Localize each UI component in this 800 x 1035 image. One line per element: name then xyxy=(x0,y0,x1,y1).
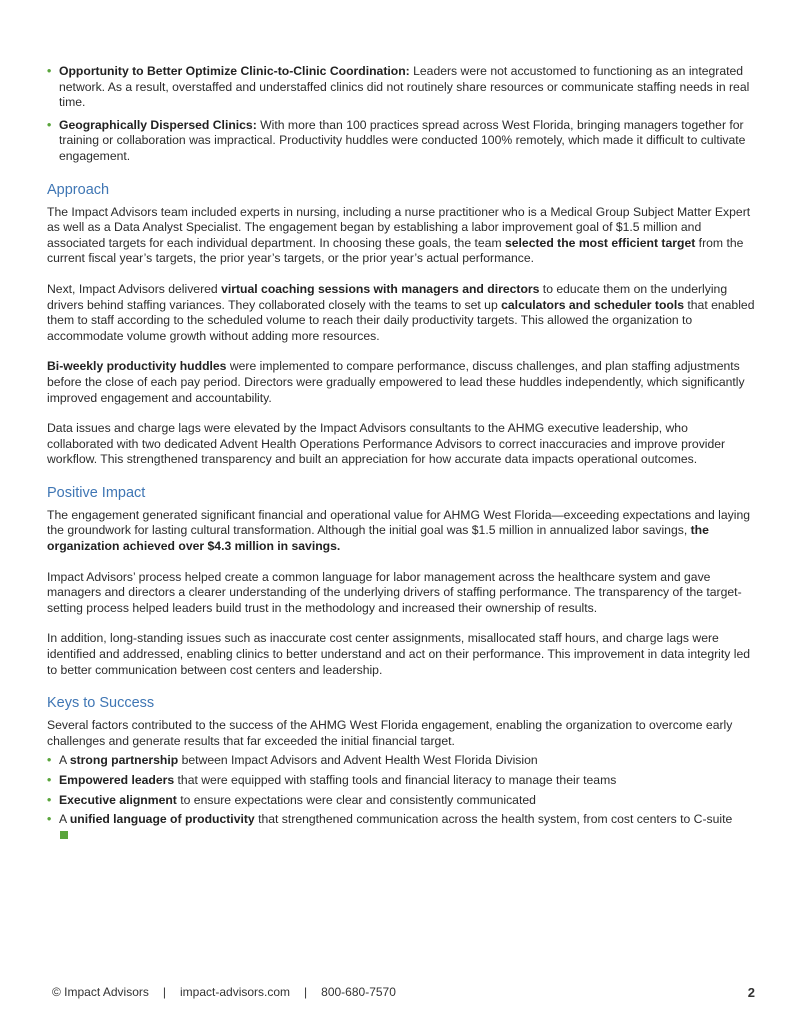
page-content xyxy=(47,64,755,843)
footer-separator: | xyxy=(162,985,166,999)
bold-span: unified language of productivity xyxy=(69,812,255,827)
text-span: that strengthened communication across the health system, from cost centers to C-suite xyxy=(254,812,733,827)
bullet-icon: • xyxy=(47,64,52,78)
list-item xyxy=(47,753,755,769)
text-span: that enabled them to staff according to the scheduled volume to reach their daily productivity targets. This allowed the organization to accommodate volume growth without adding more resources. xyxy=(47,297,755,343)
text-span: from the current fiscal year’s targets, the prior year’s targets, or the prior year’s actual performance. xyxy=(47,235,744,266)
impact-paragraph-1 xyxy=(47,508,755,555)
approach-paragraph-4: Data issues and charge lags were elevated by the Impact Advisors consultants to the AHMG executive leadership, who collaborated with two dedicated Advent Health Operations Performance Advisors to correct inaccuracies and improve provider workflow. This strengthened transparency and built an appreciation for how accurate data impacts operational outcomes. xyxy=(47,421,726,467)
impact-paragraph-2: Impact Advisors’ process helped create a common language for labor management across the healthcare system and gave managers and directors a clearer understanding of the underlying drivers of staffing performance. The transparency of the target-setting process helped leaders build trust in the methodology and increased their ownership of results. xyxy=(47,569,742,615)
bullet-icon: • xyxy=(47,753,52,768)
impact-heading: Positive Impact xyxy=(47,484,146,501)
keys-intro: Several factors contributed to the success of the AHMG West Florida engagement, enabling the organization to overcome early challenges and generate results that far exceeded the initial financial target. xyxy=(47,718,733,748)
bold-span: calculators and scheduler tools xyxy=(501,297,684,312)
end-mark-icon xyxy=(60,831,68,839)
bold-span: Bi-weekly productivity huddles xyxy=(47,359,227,374)
text-span: to ensure expectations were clear and consistently communicated xyxy=(176,792,536,807)
bullet-icon: • xyxy=(47,792,52,807)
text-span: to educate them on the underlying drivers behind staffing variances. They collaborated closely with the teams to set up xyxy=(47,281,728,312)
list-item xyxy=(47,773,755,789)
keys-heading: Keys to Success xyxy=(47,695,155,712)
page-number: 2 xyxy=(747,985,755,1000)
bullet-icon: • xyxy=(47,773,52,787)
text-span: A xyxy=(59,753,70,768)
footer-phone: 800-680-7570 xyxy=(321,985,396,999)
text-span: that were equipped with staffing tools and financial literacy to manage their teams xyxy=(174,773,617,787)
text-span: between Impact Advisors and Advent Health West Florida Division xyxy=(178,753,538,768)
list-item xyxy=(47,793,755,809)
approach-paragraph-3 xyxy=(47,359,755,406)
text-span: were implemented to compare performance, discuss challenges, and plan staffing adjustments before the close of each pay period. Directors were gradually empowered to lead these huddles independently, which significantly improved engagement and accountability. xyxy=(47,359,745,405)
challenge-text: Leaders were not accustomed to functioning as an integrated network. As a result, overstaffed and understaffed clinics did not routinely share resources or communicate staffing needs in real time. xyxy=(59,64,750,110)
text-span: The Impact Advisors team included experts in nursing, including a nurse practitioner who is a Medical Group Subject Matter Expert as well as a Data Analyst Specialist. The engagement began by establishing a labor improvement goal of $1.5 million and associated targets for each individual department. In choosing these goals, the team xyxy=(47,204,751,250)
footer-separator: | xyxy=(304,985,308,999)
challenge-title: Geographically Dispersed Clinics: xyxy=(59,117,257,132)
bullet-icon: • xyxy=(47,812,52,827)
bold-span: virtual coaching sessions with managers and directors xyxy=(221,281,540,296)
text-span: Next, Impact Advisors delivered xyxy=(47,281,222,296)
list-item xyxy=(47,812,755,828)
approach-paragraph-1 xyxy=(47,205,755,267)
page-footer xyxy=(52,985,755,1001)
challenge-text: With more than 100 practices spread across West Florida, bringing managers together for training or collaboration was impractical. Productivity huddles were conducted 100% remotely, which made it difficult to cultivate engagement. xyxy=(59,117,746,163)
bold-span: selected the most efficient target xyxy=(504,235,696,250)
approach-paragraph-2 xyxy=(47,282,755,344)
bold-span: the organization achieved over $4.3 million in savings. xyxy=(47,523,709,554)
approach-heading: Approach xyxy=(47,181,110,198)
bold-span: Executive alignment xyxy=(59,792,177,807)
keys-list xyxy=(47,753,755,827)
challenge-title: Opportunity to Better Optimize Clinic-to-Clinic Coordination: xyxy=(59,64,410,78)
bold-span: strong partnership xyxy=(69,753,179,768)
bullet-icon: • xyxy=(47,117,52,132)
list-item xyxy=(47,118,755,165)
list-item xyxy=(47,64,755,111)
bold-span: Empowered leaders xyxy=(59,773,175,787)
impact-paragraph-3: In addition, long-standing issues such as inaccurate cost center assignments, misallocated staff hours, and charge lags were identified and addressed, enabling clinics to better understand and act on their performance. This improvement in data integrity led to better communication between cost centers and leadership. xyxy=(47,631,751,677)
footer-website-link[interactable]: impact-advisors.com xyxy=(180,985,291,999)
challenges-list xyxy=(47,64,755,165)
text-span: The engagement generated significant financial and operational value for AHMG West Florida—exceeding expectations and laying the groundwork for lasting cultural transformation. Although the initial goal was $1.5 million in annualized labor savings, xyxy=(47,507,751,538)
footer-copyright: © Impact Advisors xyxy=(52,985,149,999)
text-span: A xyxy=(59,812,70,827)
